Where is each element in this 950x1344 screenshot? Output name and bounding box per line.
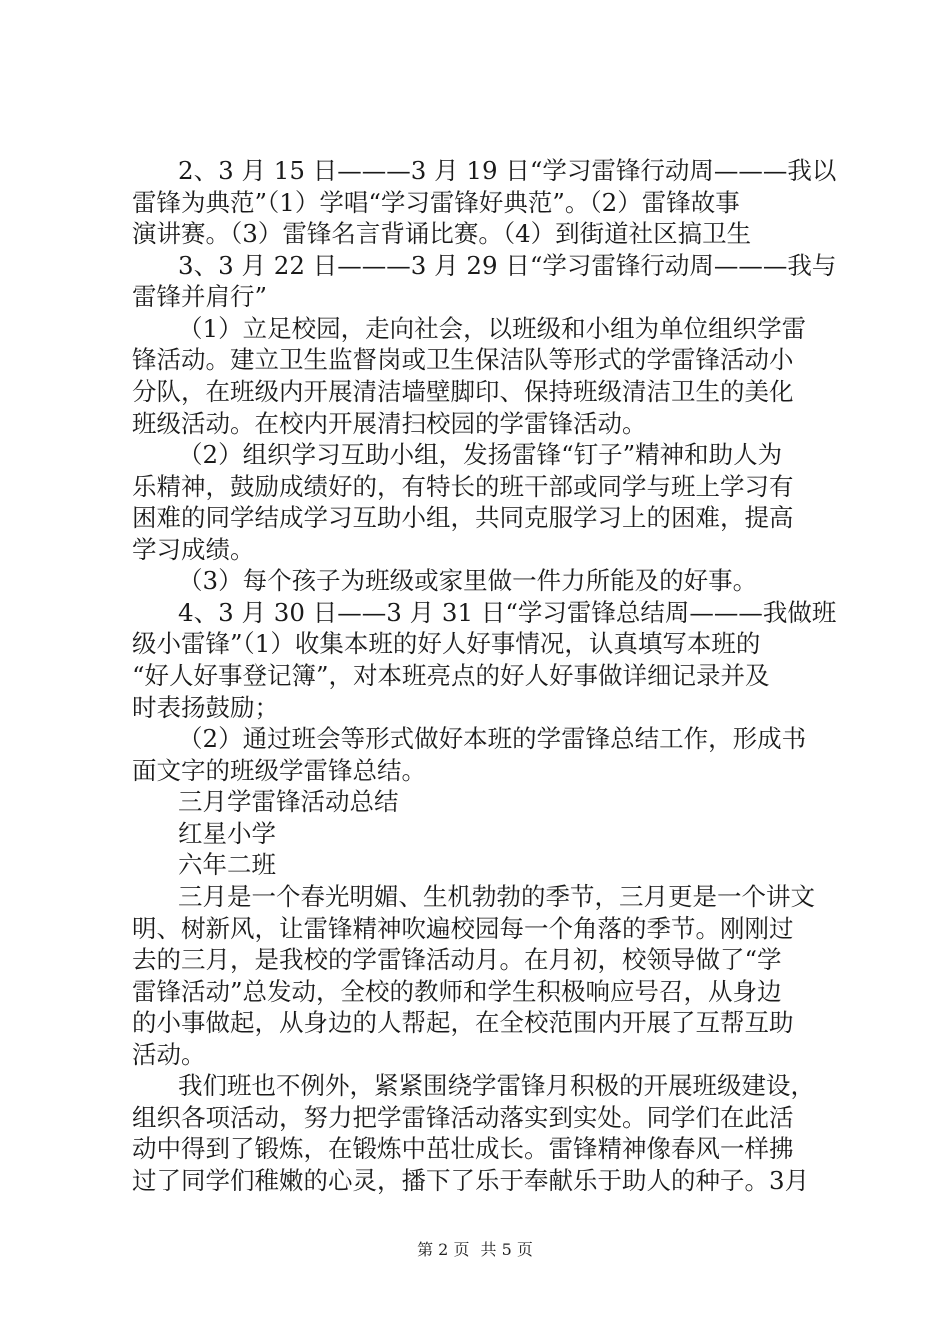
text-line: 学习成绩。 xyxy=(132,535,255,564)
text-line: 班级活动。在校内开展清扫校园的学雷锋活动。 xyxy=(132,409,647,438)
text-line: 六年二班 xyxy=(178,850,276,879)
text-line: （1）立足校园，走向社会，以班级和小组为单位组织学雷 xyxy=(178,314,807,343)
text-line: 时表扬鼓励； xyxy=(132,693,279,722)
text-line: 红星小学 xyxy=(178,819,276,848)
page-number: 第 2 页 xyxy=(417,1240,470,1259)
page-footer xyxy=(0,1240,950,1260)
text-line: 我们班也不例外，紧紧围绕学雷锋月积极的开展班级建设， xyxy=(178,1071,815,1100)
text-line: 雷锋并肩行” xyxy=(132,282,268,311)
text-line: （3）每个孩子为班级或家里做一件力所能及的好事。 xyxy=(178,566,758,595)
text-line: 明、树新风，让雷锋精神吹遍校园每一个角落的季节。刚刚过 xyxy=(132,914,794,943)
text-line: 乐精神，鼓励成绩好的，有特长的班干部或同学与班上学习有 xyxy=(132,472,794,501)
text-line: 2、3 月 15 日———3 月 19 日“学习雷锋行动周———我以 xyxy=(178,156,837,185)
text-line: 分队，在班级内开展清洁墙壁脚印、保持班级清洁卫生的美化 xyxy=(132,377,794,406)
text-line: （2）组织学习互助小组，发扬雷锋“钉子”精神和助人为 xyxy=(178,440,783,469)
text-line: 三月是一个春光明媚、生机勃勃的季节，三月更是一个讲文 xyxy=(178,882,815,911)
text-line: 面文字的班级学雷锋总结。 xyxy=(132,756,426,785)
text-line: 去的三月，是我校的学雷锋活动月。在月初，校领导做了“学 xyxy=(132,945,782,974)
text-line: 锋活动。建立卫生监督岗或卫生保洁队等形式的学雷锋活动小 xyxy=(132,345,794,374)
page-total: 共 5 页 xyxy=(480,1240,533,1259)
text-line: 过了同学们稚嫩的心灵，播下了乐于奉献乐于助人的种子。3月 xyxy=(132,1166,810,1195)
text-line: “好人好事登记簿”，对本班亮点的好人好事做详细记录并及 xyxy=(132,661,770,690)
text-line: 级小雷锋”（1）收集本班的好人好事情况，认真填写本班的 xyxy=(132,629,761,658)
text-line: 三月学雷锋活动总结 xyxy=(178,787,399,816)
text-line: 3、3 月 22 日———3 月 29 日“学习雷锋行动周———我与 xyxy=(178,251,837,280)
text-line: 活动。 xyxy=(132,1040,206,1069)
text-line: （2）通过班会等形式做好本班的学雷锋总结工作，形成书 xyxy=(178,724,807,753)
text-line: 演讲赛。（3）雷锋名言背诵比赛。（4）到街道社区搞卫生 xyxy=(132,219,752,248)
text-line: 4、3 月 30 日——3 月 31 日“学习雷锋总结周———我做班 xyxy=(178,598,837,627)
text-line: 困难的同学结成学习互助小组，共同克服学习上的困难，提高 xyxy=(132,503,794,532)
text-line: 动中得到了锻炼，在锻炼中茁壮成长。雷锋精神像春风一样拂 xyxy=(132,1134,794,1163)
text-line: 组织各项活动，努力把学雷锋活动落实到实处。同学们在此活 xyxy=(132,1103,794,1132)
text-line: 雷锋活动”总发动，全校的教师和学生积极响应号召，从身边 xyxy=(132,977,782,1006)
text-line: 雷锋为典范”（1）学唱“学习雷锋好典范”。（2）雷锋故事 xyxy=(132,188,740,217)
text-line: 的小事做起，从身边的人帮起，在全校范围内开展了互帮互助 xyxy=(132,1008,794,1037)
